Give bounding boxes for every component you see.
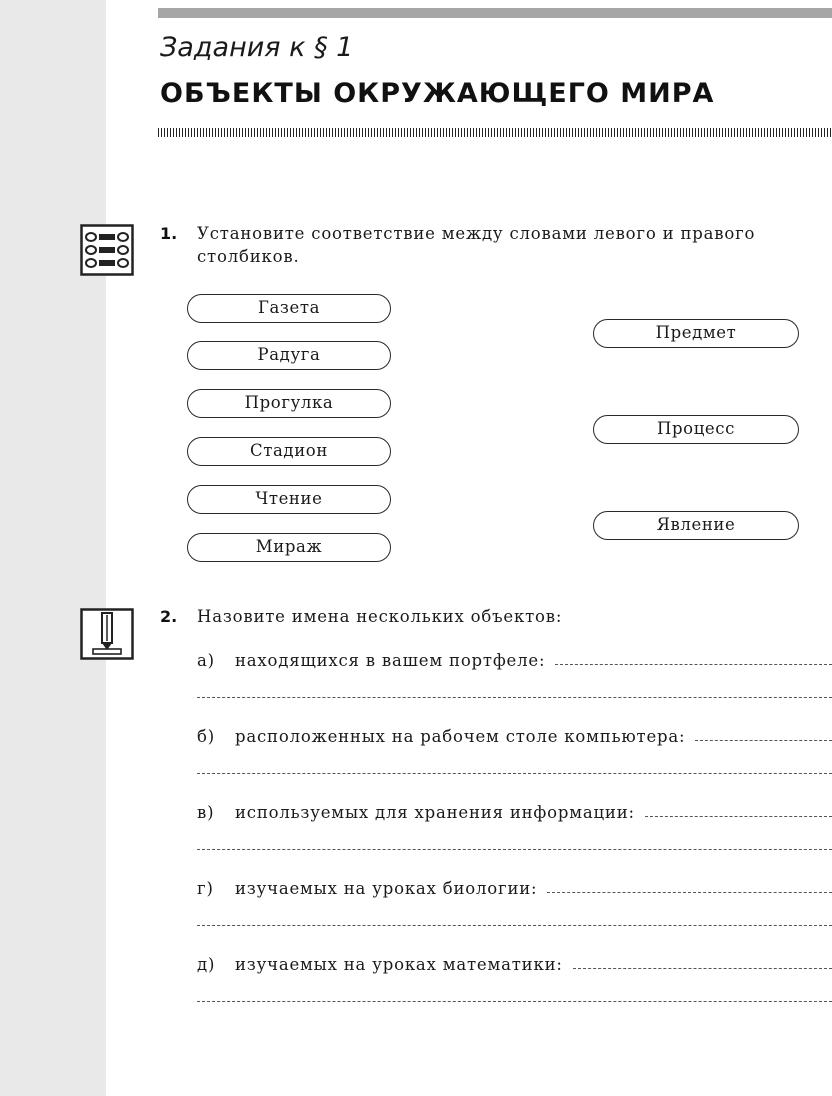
task-2-number: 2. <box>160 607 178 626</box>
answer-item-d <box>197 955 832 974</box>
task-2-prompt: Назовите имена нескольких объектов: <box>197 607 563 626</box>
match-left-item[interactable]: Радуга <box>187 341 391 370</box>
answer-line[interactable] <box>197 1001 832 1002</box>
match-left-item[interactable]: Газета <box>187 294 391 323</box>
answer-item-b <box>197 727 832 746</box>
item-text: изучаемых на уроках биологии: <box>235 879 538 898</box>
section-label: Задания к § 1 <box>160 32 354 63</box>
answer-field[interactable] <box>547 892 832 893</box>
page-margin-strip <box>0 0 106 1096</box>
answer-field[interactable] <box>695 740 832 741</box>
chapter-title: ОБЪЕКТЫ ОКРУЖАЮЩЕГО МИРА <box>160 78 715 109</box>
answer-field[interactable] <box>555 664 832 665</box>
item-letter: б) <box>197 727 215 746</box>
answer-line[interactable] <box>197 925 832 926</box>
item-letter: д) <box>197 955 216 974</box>
task-1-prompt: Установите соответствие между словами левого и правого столбиков. <box>197 224 756 266</box>
item-text: находящихся в вашем портфеле: <box>235 651 546 670</box>
answer-line[interactable] <box>197 849 832 850</box>
pencil-write-icon <box>80 608 134 660</box>
matching-icon <box>80 224 134 276</box>
answer-line[interactable] <box>197 697 832 698</box>
match-right-item[interactable]: Процесс <box>593 415 799 444</box>
match-left-item[interactable]: Чтение <box>187 485 391 514</box>
page-top-bar <box>158 8 832 18</box>
answer-line[interactable] <box>197 773 832 774</box>
item-letter: г) <box>197 879 214 898</box>
match-left-item[interactable]: Стадион <box>187 437 391 466</box>
item-text: расположенных на рабочем столе компьютера: <box>235 727 686 746</box>
match-right-item[interactable]: Явление <box>593 511 799 540</box>
answer-field[interactable] <box>573 968 832 969</box>
item-letter: в) <box>197 803 215 822</box>
item-text: используемых для хранения информации: <box>235 803 635 822</box>
match-right-item[interactable]: Предмет <box>593 319 799 348</box>
title-rule <box>158 128 832 137</box>
answer-item-g <box>197 879 832 898</box>
item-letter: а) <box>197 651 215 670</box>
answer-field[interactable] <box>645 816 832 817</box>
task-1-number: 1. <box>160 224 178 243</box>
match-left-item[interactable]: Мираж <box>187 533 391 562</box>
answer-item-v <box>197 803 832 822</box>
match-left-item[interactable]: Прогулка <box>187 389 391 418</box>
answer-item-a <box>197 651 832 670</box>
item-text: изучаемых на уроках математики: <box>235 955 563 974</box>
